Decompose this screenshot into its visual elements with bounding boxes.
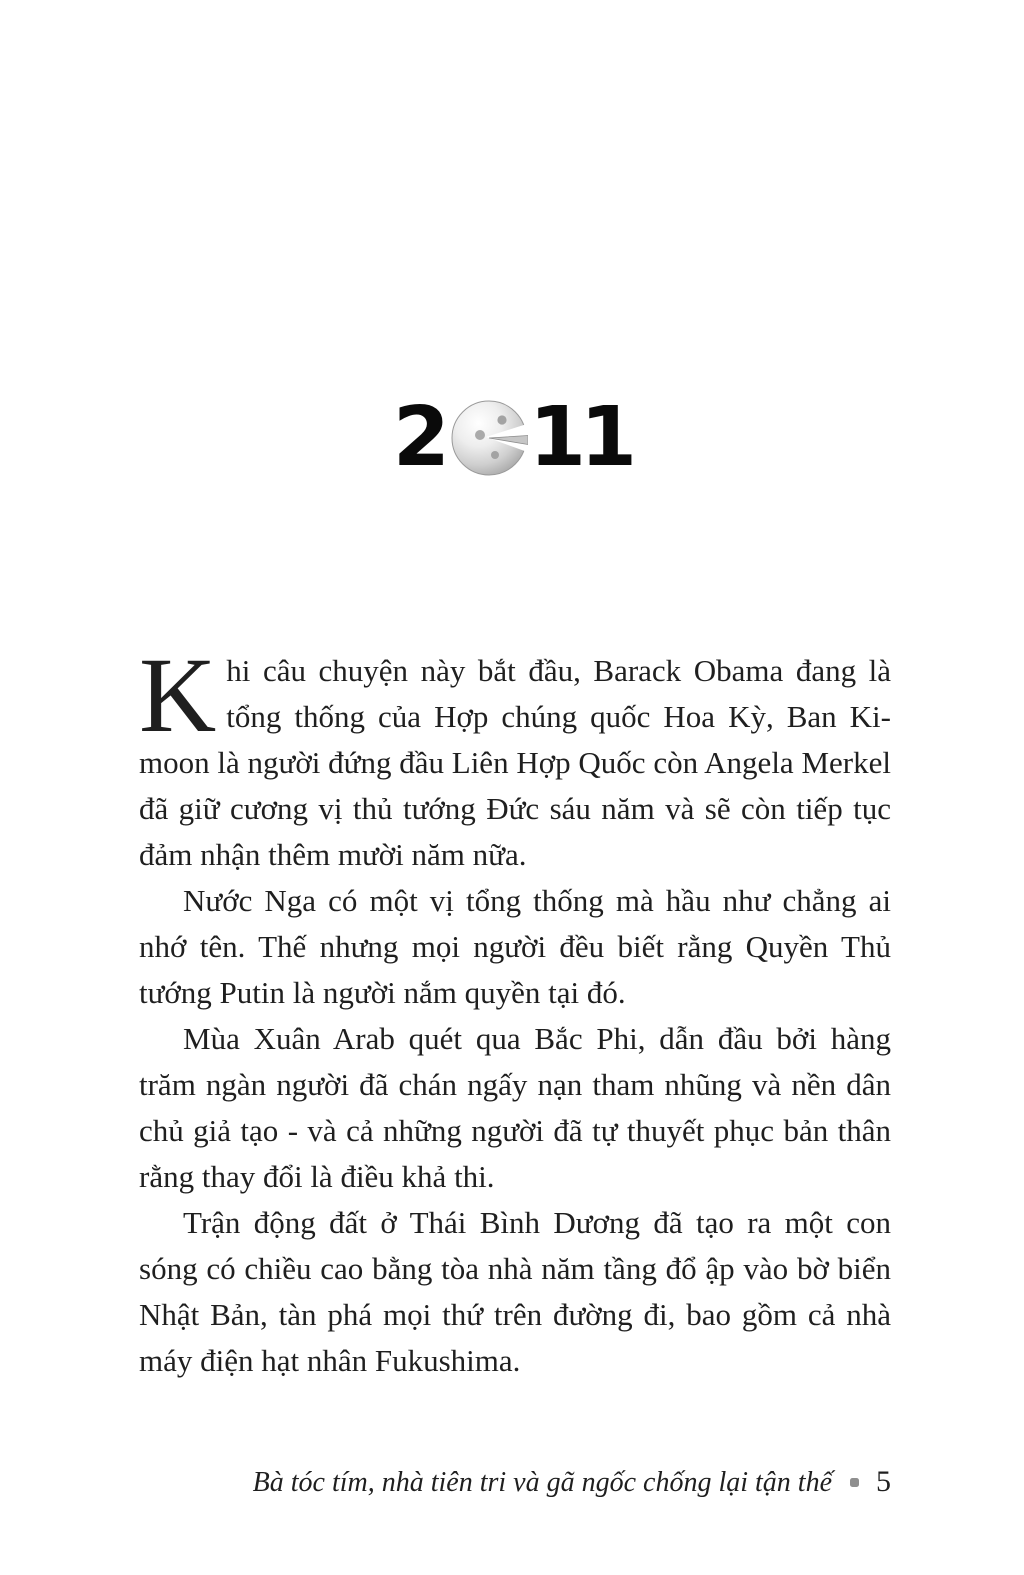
paragraph-3: Mùa Xuân Arab quét qua Bắc Phi, dẫn đầu bởi hàng trăm ngàn người đã chán ngấy nạn tham nhũng và nền dân chủ giả tạo - và cả những người đã tự thuyết phục bản thân rằng thay đổi là điều khả thi.: [139, 1021, 891, 1194]
page-footer: [139, 1464, 891, 1500]
paragraph-2: Nước Nga có một vị tổng thống mà hầu như chẳng ai nhớ tên. Thế nhưng mọi người đều biết rằng Quyền Thủ tướng Putin là người nắm quyền tại đó.: [139, 883, 891, 1010]
year-digit-prefix: 2: [392, 390, 447, 485]
paragraph-1-text: hi câu chuyện này bắt đầu, Barack Obama đang là tổng thống của Hợp chúng quốc Hoa Kỳ, Ban Ki-moon là người đứng đầu Liên Hợp Quốc còn Angela Merkel đã giữ cương vị thủ tướng Đức sáu năm và sẽ còn tiếp tục đảm nhận thêm mười năm nữa.: [139, 653, 891, 872]
footer-separator-dot-icon: [850, 1478, 859, 1487]
paragraph-4: Trận động đất ở Thái Bình Dương đã tạo ra một con sóng có chiều cao bằng tòa nhà năm tầng đổ ập vào bờ biển Nhật Bản, tàn phá mọi thứ trên đường đi, bao gồm cả nhà máy điện hạt nhân Fukushima.: [139, 1205, 891, 1378]
page-number: 5: [876, 1465, 891, 1498]
paragraph-1: [139, 637, 891, 878]
chapter-year-title: [0, 392, 1024, 484]
chapter-body-text: [139, 637, 891, 1384]
cratered-sphere-icon: [450, 399, 528, 477]
running-book-title: Bà tóc tím, nhà tiên tri và gã ngốc chống lại tận thế: [252, 1467, 832, 1498]
year-digit-suffix: 11: [528, 390, 632, 485]
drop-cap: K: [139, 637, 217, 755]
